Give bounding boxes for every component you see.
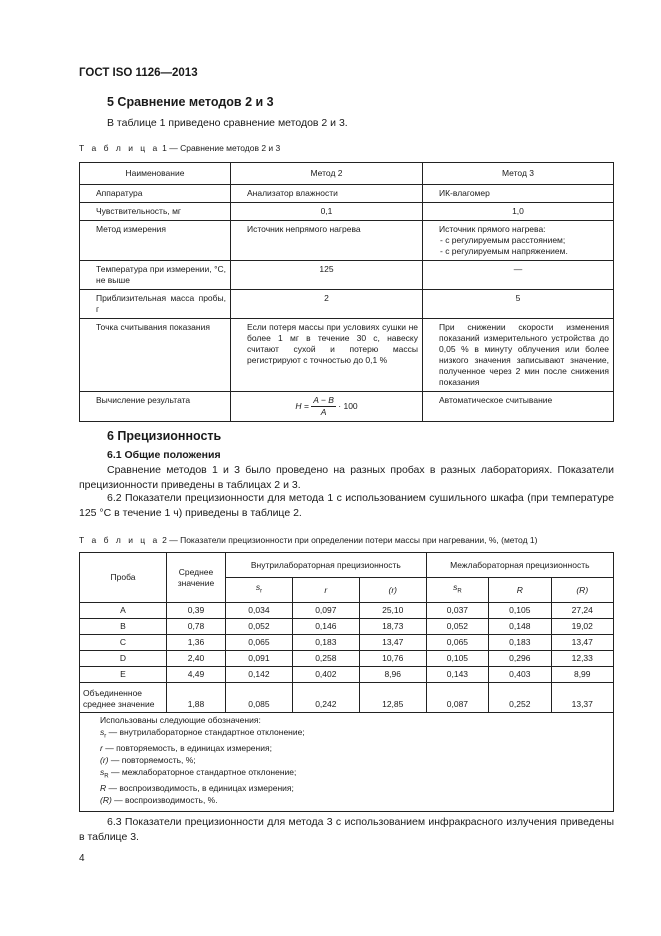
t2-sub-sR: $s_R$ <box>426 578 488 603</box>
t2-cell: 13,37 <box>551 683 614 713</box>
t2-sub-r-pct: (r) <box>359 578 426 603</box>
t2-cell: 10,76 <box>359 651 426 667</box>
t1-cell: Если потеря массы при условиях сушки не более 1 мг в течение 30 с, навеску считают сухой и потерю массы регистрируют с точностью до 0,1 % <box>231 319 423 392</box>
t1-cell: Источник непрямого нагрева <box>231 221 423 261</box>
note-item: (r) — повторяемость, %; <box>100 755 196 766</box>
table-row-pooled <box>80 683 614 713</box>
t1-head-m3: Метод 3 <box>423 163 614 185</box>
t2-sub-sr: $s_r$ <box>226 578 293 603</box>
t2-cell: 0,146 <box>292 619 359 635</box>
t2-cell: 0,065 <box>226 635 293 651</box>
t1-cell: Точка считывания показания <box>80 319 231 392</box>
t2-cell: 8,96 <box>359 667 426 683</box>
t2-sub-r: r <box>292 578 359 603</box>
t1-cell: Вычисление результата <box>80 392 231 422</box>
t2-sub-R: R <box>489 578 551 603</box>
section-6-1-title: 6.1 Общие положения <box>107 449 221 461</box>
t2-cell: 0,034 <box>226 603 293 619</box>
t2-cell: 0,258 <box>292 651 359 667</box>
t2-head-inter: Межлабораторная прецизионность <box>426 553 613 578</box>
t2-head-intra: Внутрилабораторная прецизионность <box>226 553 427 578</box>
t2-cell: 27,24 <box>551 603 614 619</box>
t2-cell: 12,33 <box>551 651 614 667</box>
t2-cell: 0,142 <box>226 667 293 683</box>
t2-cell: 0,252 <box>489 683 551 713</box>
table-row <box>80 651 614 667</box>
notes-intro: Использованы следующие обозначения: <box>100 715 261 725</box>
t1-cell: Метод измерения <box>80 221 231 261</box>
document-header: ГОСТ ISO 1126—2013 <box>79 67 198 79</box>
t1-formula-cell <box>231 392 423 422</box>
formula-lhs: H = <box>295 400 309 411</box>
page-number: 4 <box>79 853 85 864</box>
t1-cell: Автоматическое считывание <box>423 392 614 422</box>
t1-cell: Анализатор влажности <box>231 185 423 203</box>
t2-cell: 8,99 <box>551 667 614 683</box>
section-6-3-text: 6.3 Показатели прецизионности для метода 3 с использованием инфракрасного излучения приведены в таблице 3. <box>79 816 614 843</box>
t1-cell: При снижении скорости изменения показаний измерительного устройства до 0,05 % в минуту облучения или более низкого значения записывают значение, полученное через 2 мин после снижения показания <box>423 319 614 392</box>
t2-cell: A <box>80 603 167 619</box>
t2-cell: 19,02 <box>551 619 614 635</box>
t2-cell: 0,402 <box>292 667 359 683</box>
t2-cell: 13,47 <box>359 635 426 651</box>
t2-cell: 0,39 <box>167 603 226 619</box>
t1-head-name: Наименование <box>80 163 231 185</box>
formula-rhs: · 100 <box>338 400 358 411</box>
t1-cell: 2 <box>231 290 423 319</box>
section-6-title: 6 Прецизионность <box>107 429 222 443</box>
t2-sub-R-pct: (R) <box>551 578 614 603</box>
table-2-caption: Т а б л и ц а 2 — Показатели прецизионности при определении потери массы при нагревании, %, (метод 1) <box>79 535 538 545</box>
t2-cell: 13,47 <box>551 635 614 651</box>
section-6-2-text: 6.2 Показатели прецизионности для метода 1 с использованием сушильного шкафа (при температуре 125 °C в течение 1 ч) приведены в таблице 2. <box>79 492 614 519</box>
t1-cell: 1,0 <box>423 203 614 221</box>
t1-cell: Аппаратура <box>80 185 231 203</box>
t2-cell: 0,091 <box>226 651 293 667</box>
t2-cell: 0,242 <box>292 683 359 713</box>
section-5-text: В таблице 1 приведено сравнение методов 2 и 3. <box>107 117 348 129</box>
t2-cell: 0,183 <box>489 635 551 651</box>
table-1-caption: Т а б л и ц а 1 — Сравнение методов 2 и 3 <box>79 143 281 153</box>
t2-cell: 0,105 <box>426 651 488 667</box>
t2-cell: 0,105 <box>489 603 551 619</box>
section-6-1-text: Сравнение методов 1 и 3 было проведено на разных пробах в разных лабораториях. Показатели прецизионности приведены в таблицах 2 и 3. <box>79 464 614 491</box>
note-item: R — воспроизводимость, в единицах измерения; <box>100 783 294 794</box>
t2-cell: 0,403 <box>489 667 551 683</box>
t1-cell: 0,1 <box>231 203 423 221</box>
t1-cell: Приблизительная масса пробы, г <box>80 290 231 319</box>
t2-cell: 0,183 <box>292 635 359 651</box>
notes-cell <box>80 713 614 812</box>
t2-cell: 25,10 <box>359 603 426 619</box>
t2-cell: 0,085 <box>226 683 293 713</box>
formula-fraction <box>311 395 336 418</box>
t2-cell: 1,36 <box>167 635 226 651</box>
t2-cell: D <box>80 651 167 667</box>
note-item: $s_R$ — межлабораторное стандартное отклонение; <box>100 766 297 780</box>
t1-m3-list-item: - с регулируемым расстоянием; <box>440 235 566 245</box>
t2-cell: 12,85 <box>359 683 426 713</box>
t2-cell: 0,037 <box>426 603 488 619</box>
t1-cell: 125 <box>231 261 423 290</box>
t2-cell: 0,052 <box>426 619 488 635</box>
t2-cell: 18,73 <box>359 619 426 635</box>
t1-cell: 5 <box>423 290 614 319</box>
t2-cell: 0,097 <box>292 603 359 619</box>
table-2 <box>79 552 614 812</box>
table-2-notes <box>80 713 614 812</box>
t1-m3-list-item: - с регулируемым напряжением. <box>440 246 568 256</box>
t2-cell-pooled-label: Объединенное среднее значение <box>80 683 167 713</box>
formula-denominator: A <box>320 407 327 417</box>
note-item: r — повторяемость, в единицах измерения; <box>100 743 272 754</box>
t2-cell: B <box>80 619 167 635</box>
t1-cell <box>423 221 614 261</box>
t2-cell: 0,052 <box>226 619 293 635</box>
t2-cell: 1,88 <box>167 683 226 713</box>
t1-cell: — <box>423 261 614 290</box>
table-row <box>80 635 614 651</box>
t1-cell: Чувствительность, мг <box>80 203 231 221</box>
t2-cell: 0,78 <box>167 619 226 635</box>
t2-cell: C <box>80 635 167 651</box>
t2-cell: 4,49 <box>167 667 226 683</box>
t2-cell: 0,143 <box>426 667 488 683</box>
table-row <box>80 603 614 619</box>
note-item: $s_r$ — внутрилабораторное стандартное отклонение; <box>100 726 305 740</box>
table-row <box>80 667 614 683</box>
section-5-title: 5 Сравнение методов 2 и 3 <box>107 95 274 109</box>
t2-cell: 0,296 <box>489 651 551 667</box>
t2-cell: 0,065 <box>426 635 488 651</box>
t1-head-m2: Метод 2 <box>231 163 423 185</box>
table-row <box>80 619 614 635</box>
t2-cell: 0,087 <box>426 683 488 713</box>
t1-cell: ИК-влагомер <box>423 185 614 203</box>
t2-cell: 2,40 <box>167 651 226 667</box>
t1-m3-source: Источник прямого нагрева: <box>439 224 546 234</box>
t1-cell: Температура при измерении, °C, не выше <box>80 261 231 290</box>
table-1 <box>79 162 614 422</box>
note-item: (R) — воспроизводимость, %. <box>100 795 218 806</box>
formula-numerator: A − B <box>313 395 334 405</box>
t2-cell: 0,148 <box>489 619 551 635</box>
t2-cell: E <box>80 667 167 683</box>
t2-head-sample: Проба <box>80 553 167 603</box>
t2-head-mean: Среднее значение <box>167 553 226 603</box>
